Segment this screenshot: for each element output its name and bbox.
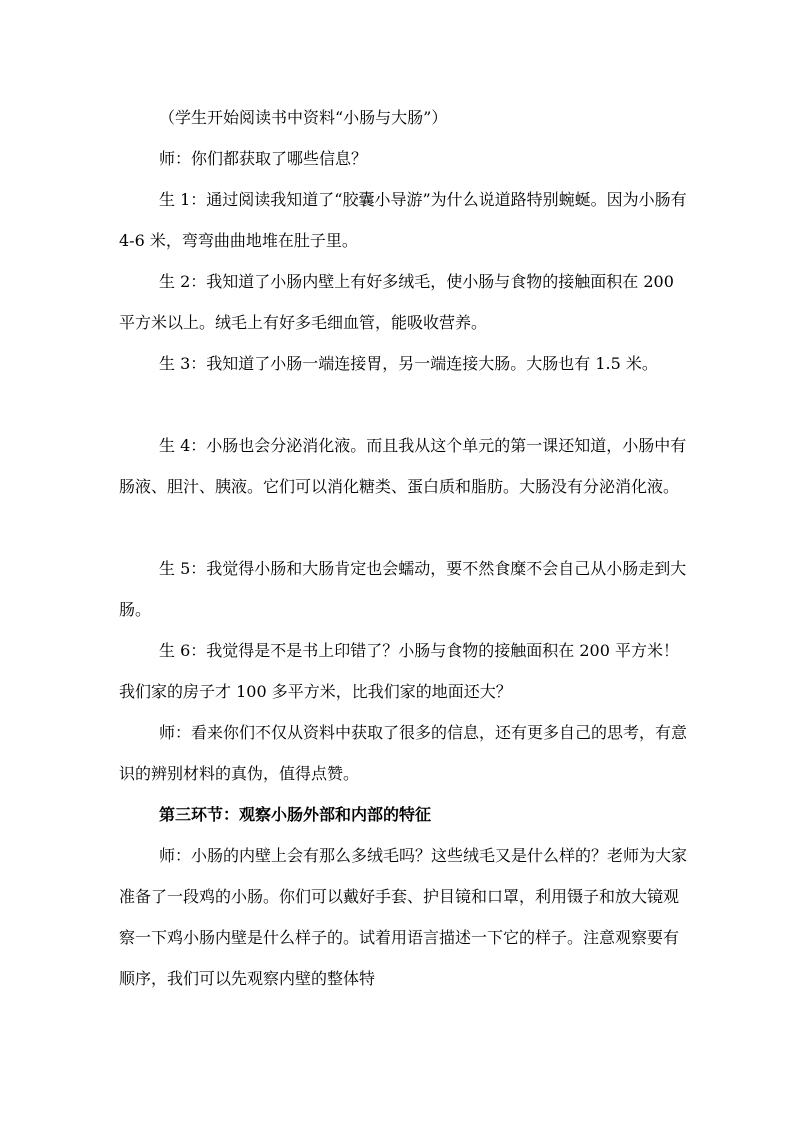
student-1-answer: 生 1：通过阅读我知道了“胶囊小导游”为什么说道路特别蜿蜒。因为小肠有 4-6 米，弯弯曲曲地堆在肚子里。 bbox=[119, 190, 687, 250]
student-3-answer: 生 3：我知道了小肠一端连接胃，另一端连接大肠。大肠也有 1.5 米。 bbox=[159, 354, 658, 373]
teacher-question: 师：你们都获取了哪些信息？ bbox=[159, 149, 368, 168]
student-2-answer: 生 2：我知道了小肠内壁上有好多绒毛，使小肠与食物的接触面积在 200 平方米以上。绒毛上有好多毛细血管，能吸收营养。 bbox=[119, 272, 674, 332]
reading-instruction: （学生开始阅读书中资料“小肠与大肠”） bbox=[159, 108, 448, 127]
section-heading: 第三环节：观察小肠外部和内部的特征 bbox=[159, 805, 432, 824]
student-5-answer: 生 5：我觉得小肠和大肠肯定也会蠕动，要不然食糜不会自己从小肠走到大肠。 bbox=[119, 559, 687, 619]
teacher-praise: 师：看来你们不仅从资料中获取了很多的信息，还有更多自己的思考，有意识的辨别材料的真伪，值得点赞。 bbox=[119, 723, 688, 783]
student-6-answer: 生 6：我觉得是不是书上印错了？小肠与食物的接触面积在 200 平方米！我们家的房子才 100 多平方米，比我们家的地面还大？ bbox=[119, 641, 679, 701]
teacher-instruction: 师：小肠的内壁上会有那么多绒毛吗？这些绒毛又是什么样的？老师为大家准备了一段鸡的小肠。你们可以戴好手套、护目镜和口罩，利用镊子和放大镜观察一下鸡小肠内壁是什么样子的。试着用语言描述一下它的样子。注意观察要有顺序，我们可以先观察内壁的整体特 bbox=[119, 846, 688, 988]
student-4-answer: 生 4：小肠也会分泌消化液。而且我从这个单元的第一课还知道，小肠中有肠液、胆汁、胰液。它们可以消化糖类、蛋白质和脂肪。大肠没有分泌消化液。 bbox=[119, 436, 687, 496]
